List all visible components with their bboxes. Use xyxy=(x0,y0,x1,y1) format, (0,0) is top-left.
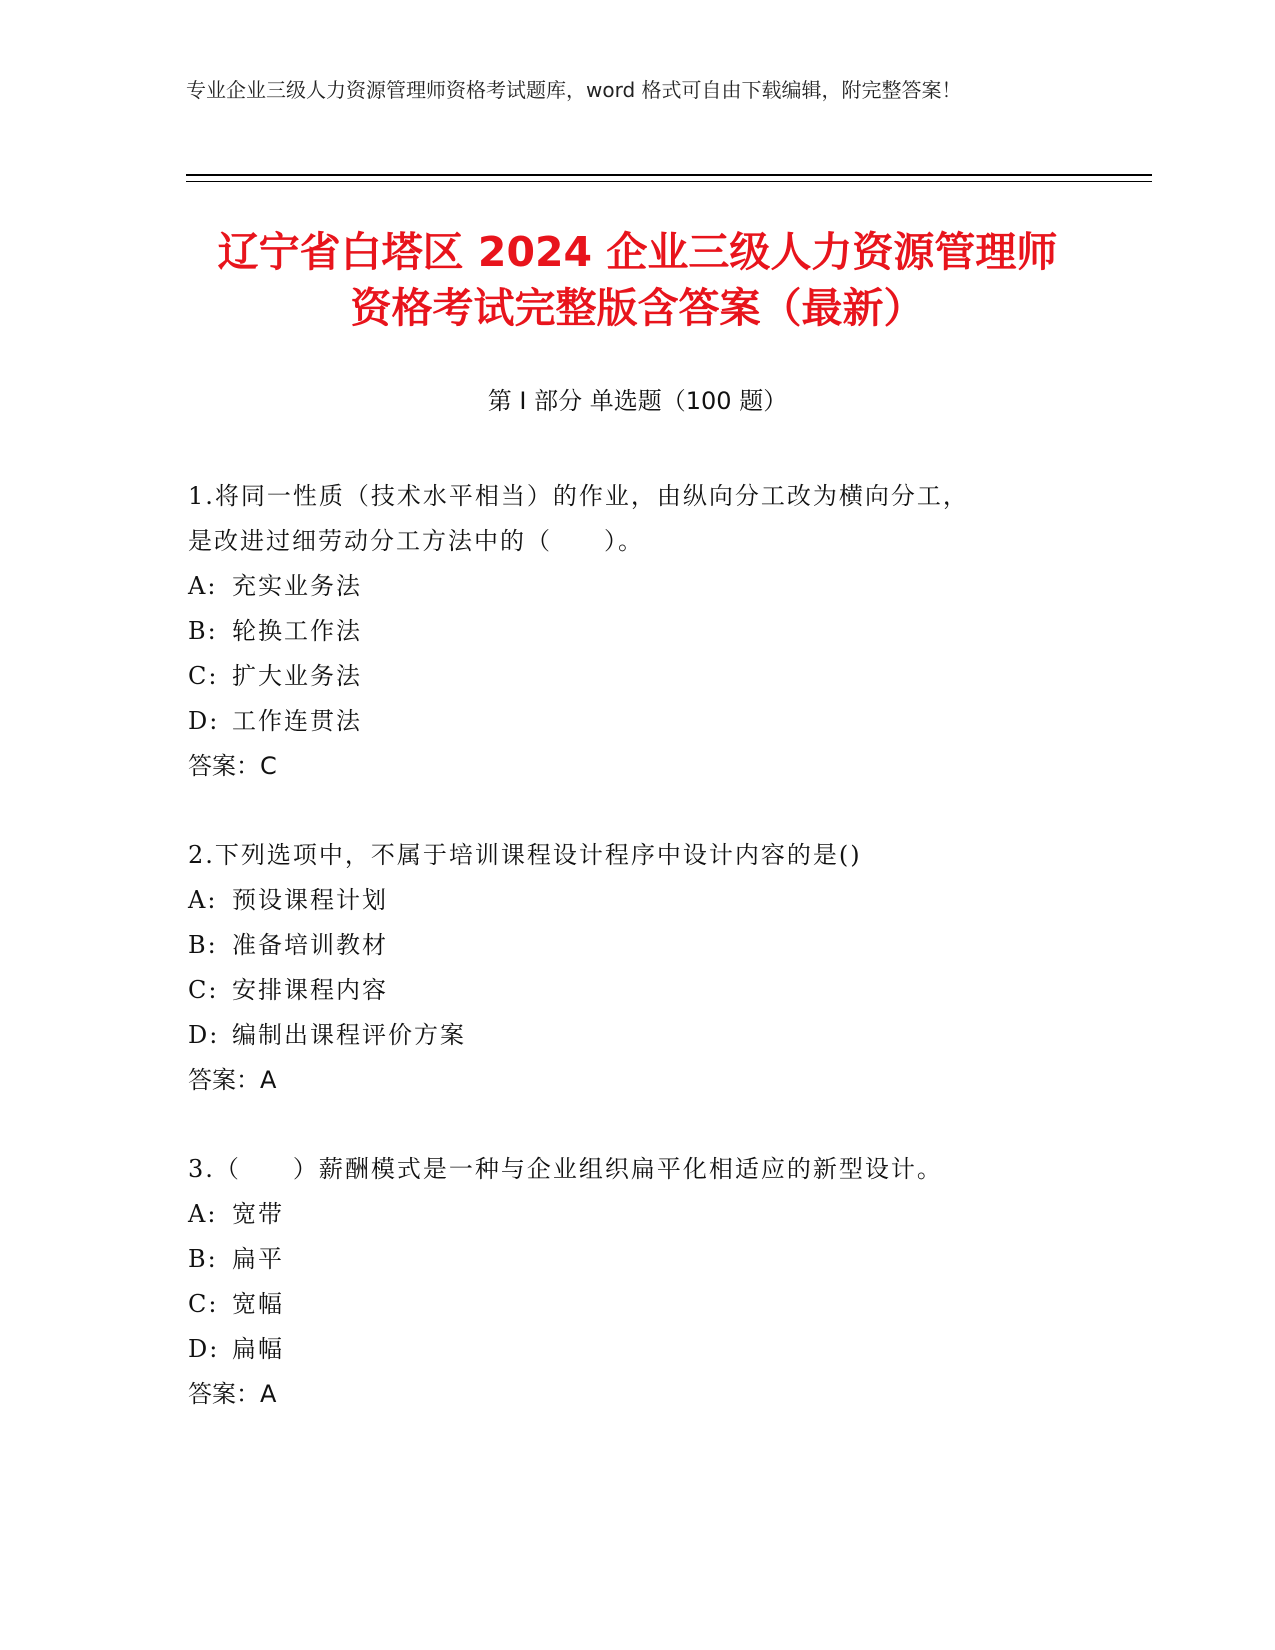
option-d xyxy=(188,699,1088,744)
option-text: 宽带 xyxy=(232,1200,284,1228)
option-c xyxy=(188,1282,1088,1327)
option-key: C: xyxy=(188,1290,219,1318)
option-key: A: xyxy=(188,1200,218,1228)
option-key: A: xyxy=(188,572,218,600)
question-text-continued: 是改进过细劳动分工方法中的（ ）。 xyxy=(188,527,644,555)
option-d xyxy=(188,1013,1088,1058)
option-b xyxy=(188,1237,1088,1282)
question-text: 2.下列选项中，不属于培训课程设计程序中设计内容的是() xyxy=(188,841,862,869)
option-a xyxy=(188,1192,1088,1237)
question-2 xyxy=(188,833,1088,1103)
option-key: B: xyxy=(188,617,218,645)
option-text: 扩大业务法 xyxy=(232,662,362,690)
header-rule-thin xyxy=(186,181,1152,182)
option-key: B: xyxy=(188,931,218,959)
header-note: 专业企业三级人力资源管理师资格考试题库，word 格式可自由下载编辑，附完整答案！ xyxy=(186,78,962,102)
answer-line: 答案：A xyxy=(188,1066,277,1094)
header-rule-thick xyxy=(186,174,1152,176)
option-text: 宽幅 xyxy=(232,1290,284,1318)
option-text: 扁幅 xyxy=(232,1335,284,1363)
option-key: D: xyxy=(188,1335,220,1363)
option-c xyxy=(188,654,1088,699)
option-key: D: xyxy=(188,707,220,735)
answer-line: 答案：C xyxy=(188,752,277,780)
option-key: A: xyxy=(188,886,218,914)
option-text: 扁平 xyxy=(232,1245,284,1273)
option-text: 工作连贯法 xyxy=(232,707,362,735)
question-list xyxy=(188,474,1088,1461)
answer-line: 答案：A xyxy=(188,1380,277,1408)
title-line-1: 辽宁省白塔区 2024 企业三级人力资源管理师 xyxy=(217,228,1058,276)
option-b xyxy=(188,923,1088,968)
question-text: 1.将同一性质（技术水平相当）的作业，由纵向分工改为横向分工， xyxy=(188,482,969,510)
title-line-2: 资格考试完整版含答案（最新） xyxy=(350,284,925,332)
option-key: C: xyxy=(188,662,219,690)
option-key: C: xyxy=(188,976,219,1004)
option-text: 编制出课程评价方案 xyxy=(232,1021,466,1049)
section-heading: 第 I 部分 单选题（100 题） xyxy=(487,387,788,415)
option-text: 预设课程计划 xyxy=(232,886,388,914)
option-text: 轮换工作法 xyxy=(232,617,362,645)
option-key: D: xyxy=(188,1021,220,1049)
option-d xyxy=(188,1327,1088,1372)
option-a xyxy=(188,564,1088,609)
option-a xyxy=(188,878,1088,923)
question-3 xyxy=(188,1147,1088,1417)
option-b xyxy=(188,609,1088,654)
option-text: 安排课程内容 xyxy=(232,976,388,1004)
option-text: 充实业务法 xyxy=(232,572,362,600)
option-text: 准备培训教材 xyxy=(232,931,388,959)
document-title xyxy=(150,224,1125,336)
option-c xyxy=(188,968,1088,1013)
question-text: 3.（ ）薪酬模式是一种与企业组织扁平化相适应的新型设计。 xyxy=(188,1155,943,1183)
question-1 xyxy=(188,474,1088,789)
option-key: B: xyxy=(188,1245,218,1273)
